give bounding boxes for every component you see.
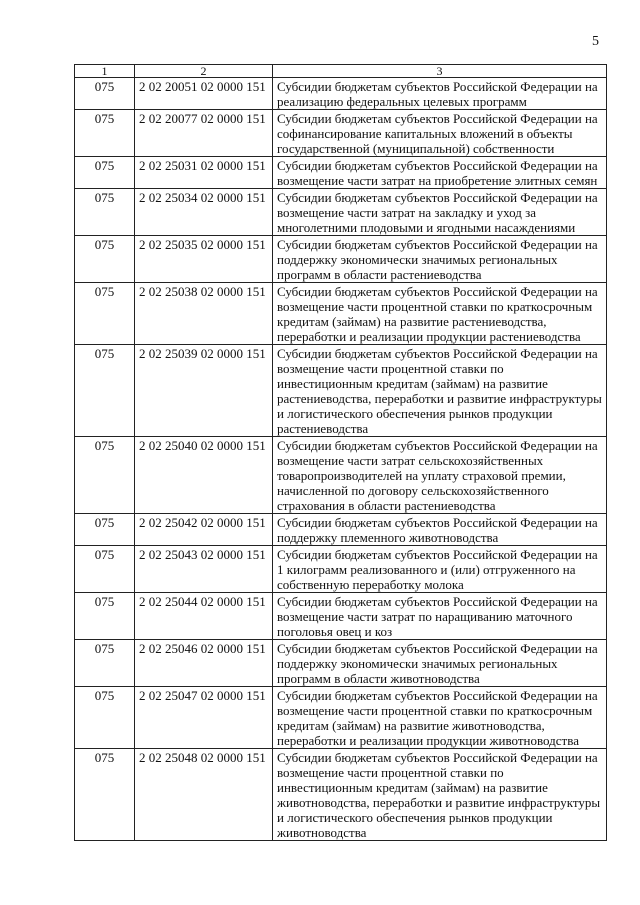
budget-code-cell: 2 02 25046 02 0000 151 [135, 640, 273, 687]
description-cell: Субсидии бюджетам субъектов Российской Федерации на возмещение части затрат на закладку и уход за многолетними плодовыми и ягодными насаждениями [273, 189, 607, 236]
budget-code-cell: 2 02 25044 02 0000 151 [135, 593, 273, 640]
description-cell: Субсидии бюджетам субъектов Российской Федерации на реализацию федеральных целевых программ [273, 78, 607, 110]
description-cell: Субсидии бюджетам субъектов Российской Федерации на поддержку племенного животноводства [273, 514, 607, 546]
admin-code-cell: 075 [75, 283, 135, 345]
budget-code-cell: 2 02 25040 02 0000 151 [135, 437, 273, 514]
description-cell: Субсидии бюджетам субъектов Российской Федерации на софинансирование капитальных вложений в объекты государственной (муниципальной) собственности [273, 110, 607, 157]
admin-code-cell: 075 [75, 345, 135, 437]
description-cell: Субсидии бюджетам субъектов Российской Федерации на возмещение части затрат сельскохозяйственных товаропроизводителей на уплату страховой премии, начисленной по договору сельскохозяйственного страхования в области растениеводства [273, 437, 607, 514]
table-row [75, 78, 607, 110]
column-header-3: 3 [273, 65, 607, 78]
admin-code-cell: 075 [75, 110, 135, 157]
budget-code-cell: 2 02 25035 02 0000 151 [135, 236, 273, 283]
table-row [75, 437, 607, 514]
admin-code-cell: 075 [75, 687, 135, 749]
column-header-1: 1 [75, 65, 135, 78]
description-cell: Субсидии бюджетам субъектов Российской Федерации на поддержку экономически значимых региональных программ в области растениеводства [273, 236, 607, 283]
budget-code-cell: 2 02 25048 02 0000 151 [135, 749, 273, 841]
admin-code-cell: 075 [75, 514, 135, 546]
admin-code-cell: 075 [75, 78, 135, 110]
description-cell: Субсидии бюджетам субъектов Российской Федерации на поддержку экономически значимых региональных программ в области животноводства [273, 640, 607, 687]
table-row [75, 236, 607, 283]
description-cell: Субсидии бюджетам субъектов Российской Федерации на возмещение части процентной ставки по краткосрочным кредитам (займам) на развитие животноводства, переработки и реализации продукции животноводства [273, 687, 607, 749]
admin-code-cell: 075 [75, 157, 135, 189]
budget-codes-table [74, 64, 607, 841]
description-cell: Субсидии бюджетам субъектов Российской Федерации на 1 килограмм реализованного и (или) отгруженного на собственную переработку молока [273, 546, 607, 593]
admin-code-cell: 075 [75, 236, 135, 283]
column-header-2: 2 [135, 65, 273, 78]
table-row [75, 514, 607, 546]
table-row [75, 110, 607, 157]
budget-code-cell: 2 02 25047 02 0000 151 [135, 687, 273, 749]
description-cell: Субсидии бюджетам субъектов Российской Федерации на возмещение части процентной ставки по инвестиционным кредитам (займам) на развитие животноводства, переработки и развитие инфраструктуры и логистического обеспечения рынков продукции животноводства [273, 749, 607, 841]
table-row [75, 749, 607, 841]
admin-code-cell: 075 [75, 593, 135, 640]
description-cell: Субсидии бюджетам субъектов Российской Федерации на возмещение части процентной ставки по краткосрочным кредитам (займам) на развитие растениеводства, переработки и реализации продукции растениеводства [273, 283, 607, 345]
budget-code-cell: 2 02 25038 02 0000 151 [135, 283, 273, 345]
table-row [75, 189, 607, 236]
page-number: 5 [592, 34, 599, 49]
table-body [75, 78, 607, 841]
admin-code-cell: 075 [75, 640, 135, 687]
description-cell: Субсидии бюджетам субъектов Российской Федерации на возмещение части процентной ставки по инвестиционным кредитам (займам) на развитие растениеводства, переработки и развитие инфраструктуры и логистического обеспечения рынков продукции растениеводства [273, 345, 607, 437]
budget-code-cell: 2 02 20077 02 0000 151 [135, 110, 273, 157]
admin-code-cell: 075 [75, 189, 135, 236]
admin-code-cell: 075 [75, 749, 135, 841]
budget-code-cell: 2 02 25039 02 0000 151 [135, 345, 273, 437]
budget-code-cell: 2 02 25034 02 0000 151 [135, 189, 273, 236]
description-cell: Субсидии бюджетам субъектов Российской Федерации на возмещение части затрат на приобретение элитных семян [273, 157, 607, 189]
budget-code-cell: 2 02 25042 02 0000 151 [135, 514, 273, 546]
budget-code-cell: 2 02 25031 02 0000 151 [135, 157, 273, 189]
budget-code-cell: 2 02 20051 02 0000 151 [135, 78, 273, 110]
table-row [75, 157, 607, 189]
table-row [75, 283, 607, 345]
table-row [75, 687, 607, 749]
table-row [75, 345, 607, 437]
admin-code-cell: 075 [75, 546, 135, 593]
table-row [75, 593, 607, 640]
table-row [75, 546, 607, 593]
admin-code-cell: 075 [75, 437, 135, 514]
description-cell: Субсидии бюджетам субъектов Российской Федерации на возмещение части затрат по наращиванию маточного поголовья овец и коз [273, 593, 607, 640]
table-header-row [75, 65, 607, 78]
budget-code-cell: 2 02 25043 02 0000 151 [135, 546, 273, 593]
table-row [75, 640, 607, 687]
